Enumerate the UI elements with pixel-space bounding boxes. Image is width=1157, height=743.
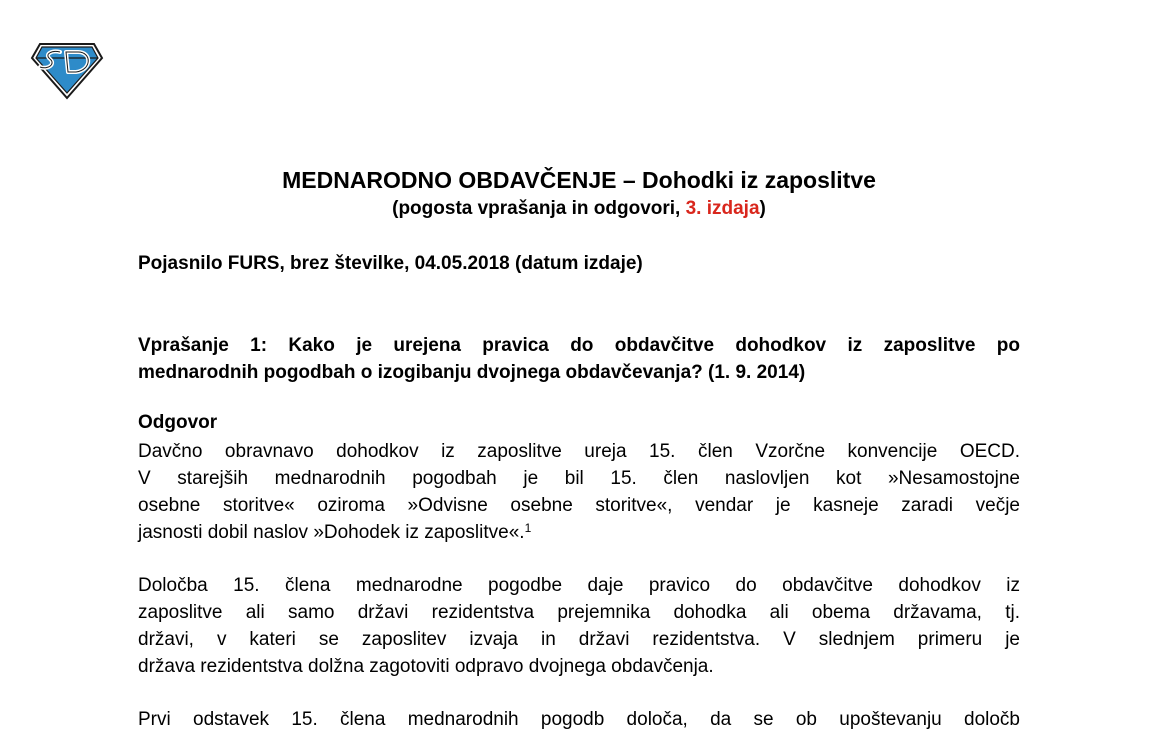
- paragraph-1-line-4: [138, 519, 1020, 546]
- source-line: Pojasnilo FURS, brez številke, 04.05.2018 (datum izdaje): [138, 253, 643, 274]
- paragraph-1-line-1: Davčno obravnavo dohodkov iz zaposlitve ureja 15. člen Vzorčne konvencije OECD.: [138, 441, 1020, 462]
- document-subtitle: [138, 197, 1020, 221]
- edition-label: 3. izdaja: [685, 198, 760, 219]
- subtitle-suffix: ): [759, 198, 766, 219]
- paragraph-2-line-4: država rezidentstva dolžna zagotoviti odpravo dvojnega obdavčenja.: [138, 656, 714, 677]
- paragraph-1-line-2: V starejših mednarodnih pogodbah je bil 15. člen naslovljen kot »Nesamostojne: [138, 468, 1020, 489]
- paragraph-1: [138, 438, 1020, 546]
- paragraph-2: [138, 572, 1020, 680]
- paragraph-1-line-4-text: jasnosti dobil naslov »Dohodek iz zaposlitve«.: [138, 522, 525, 543]
- paragraph-2-line-2: zaposlitve ali samo državi rezidentstva prejemnika dohodka ali obema državama, tj.: [138, 602, 1020, 623]
- paragraph-2-line-3: državi, v kateri se zaposlitev izvaja in državi rezidentstva. V slednjem primeru je: [138, 629, 1020, 650]
- answer-heading: Odgovor: [138, 412, 218, 433]
- paragraph-3: [138, 706, 1020, 733]
- paragraph-3-line-1: Prvi odstavek 15. člena mednarodnih pogodb določa, da se ob upoštevanju določb: [138, 709, 1020, 730]
- subtitle-prefix: (pogosta vprašanja in odgovori,: [392, 198, 686, 219]
- paragraph-1-line-3: osebne storitve« oziroma »Odvisne osebne storitve«, vendar je kasneje zaradi večje: [138, 495, 1020, 516]
- paragraph-2-line-1: Določba 15. člena mednarodne pogodbe daje pravico do obdavčitve dohodkov iz: [138, 575, 1020, 596]
- sd-diamond-logo-icon: [30, 40, 104, 100]
- footnote-ref[interactable]: 1: [524, 521, 532, 535]
- question-line-1: Vprašanje 1: Kako je urejena pravica do obdavčitve dohodkov iz zaposlitve po: [138, 335, 1020, 356]
- question-line-2: mednarodnih pogodbah o izogibanju dvojnega obdavčevanja? (1. 9. 2014): [138, 362, 806, 383]
- question-heading: [138, 332, 1020, 386]
- document-title: MEDNARODNO OBDAVČENJE – Dohodki iz zaposlitve: [282, 167, 876, 193]
